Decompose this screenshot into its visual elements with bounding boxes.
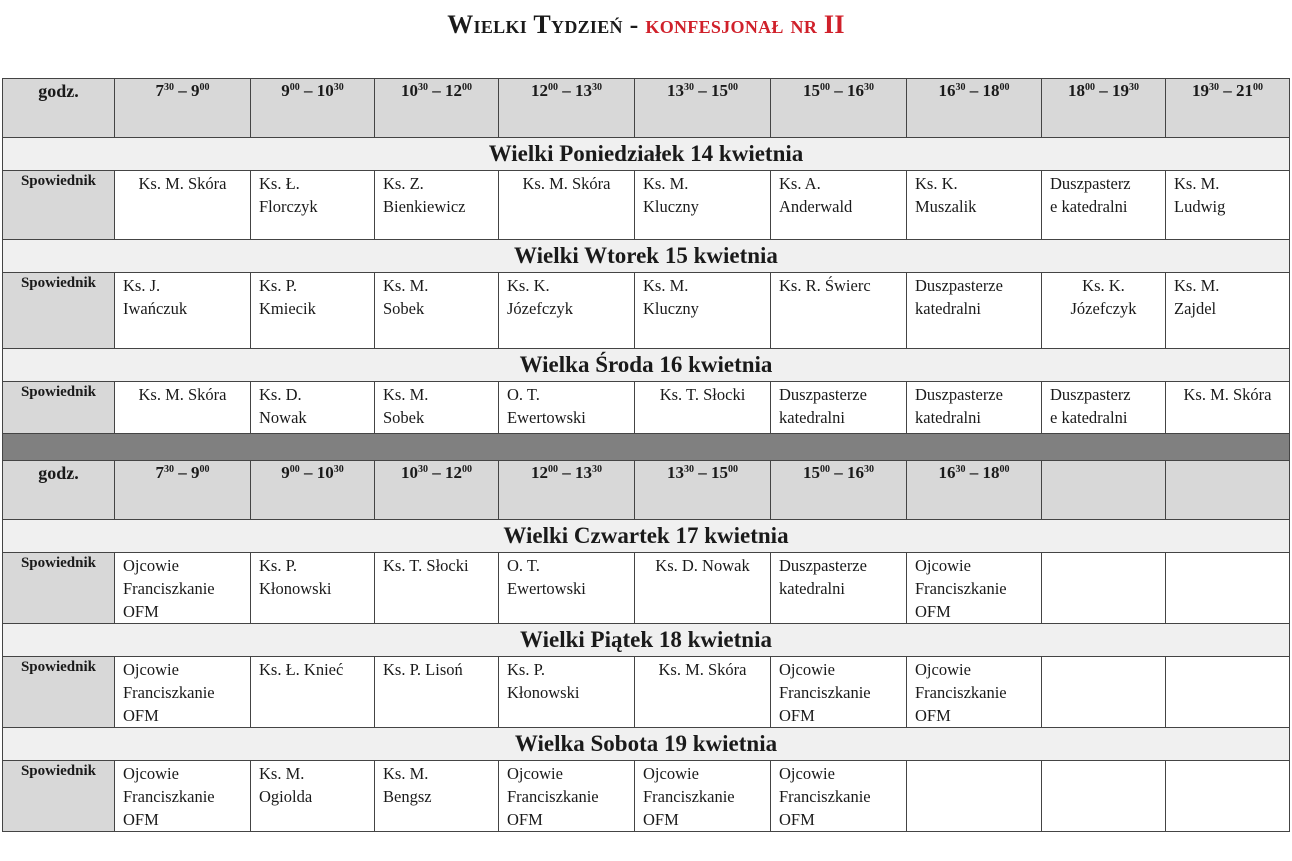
confessor-name-line: Duszpasterze — [779, 385, 867, 404]
confessor-cell — [499, 273, 635, 349]
confessor-cell — [1042, 657, 1166, 728]
day-title: Wielka Sobota 19 kwietnia — [3, 728, 1290, 761]
confessor-cell — [1166, 657, 1290, 728]
confessor-cell — [635, 171, 771, 240]
confessor-cell — [1042, 553, 1166, 624]
confessor-name-line: OFM — [123, 810, 159, 829]
confessor-name-line: katedralni — [915, 299, 981, 318]
slot-start-hour: 15 — [803, 463, 820, 482]
slot-end-hour: 13 — [575, 463, 592, 482]
time-slot-header — [115, 79, 251, 138]
slot-start-hour: 10 — [401, 81, 418, 100]
confessor-name-line: Ks. M. Skóra — [658, 660, 747, 679]
slot-dash: – — [834, 463, 843, 482]
confessor-name-line: Franciszkanie — [123, 787, 215, 806]
confessor-name-line: OFM — [507, 810, 543, 829]
confessor-cell — [1166, 761, 1290, 832]
slot-start-hour: 19 — [1192, 81, 1209, 100]
confessor-cell — [251, 657, 375, 728]
confessor-cell — [771, 657, 907, 728]
confessor-name-line: katedralni — [779, 579, 845, 598]
confessor-cell — [1042, 273, 1166, 349]
confessor-name-line: Ks. M. — [383, 385, 429, 404]
slot-end-hour: 15 — [711, 81, 728, 100]
title-main: Wielki Tydzień - — [447, 10, 646, 39]
time-slot-header — [907, 79, 1042, 138]
confessor-cell — [115, 171, 251, 240]
confessor-name-line: Franciszkanie — [915, 683, 1007, 702]
slot-start-min: 00 — [1085, 82, 1095, 93]
confessor-row — [3, 382, 1290, 434]
day-title-row — [3, 728, 1290, 761]
confessor-name-line: Bienkiewicz — [383, 197, 466, 216]
slot-start-min: 30 — [164, 82, 174, 93]
confessor-name-line: Ks. M. — [259, 764, 305, 783]
time-slot-header — [1042, 461, 1166, 520]
confessor-name-line: OFM — [123, 706, 159, 725]
confessor-name-line: Duszpasterze — [915, 276, 1003, 295]
slot-end-hour: 10 — [316, 463, 334, 482]
slot-end-min: 00 — [199, 82, 210, 93]
confessor-name-line: Iwańczuk — [123, 299, 188, 318]
confessor-name-line: Ojcowie — [123, 660, 179, 679]
slot-start-hour: 9 — [281, 463, 290, 482]
slot-dash: – — [432, 81, 441, 100]
confessor-name-line: Franciszkanie — [123, 579, 215, 598]
time-slot-header — [115, 461, 251, 520]
hours-label: godz. — [3, 461, 115, 520]
confessor-name-line: O. T. — [507, 385, 540, 404]
day-title-row — [3, 240, 1290, 273]
slot-dash: – — [698, 81, 707, 100]
slot-start-hour: 16 — [938, 463, 956, 482]
slot-end-min: 30 — [333, 464, 344, 475]
slot-end-min: 00 — [462, 82, 472, 93]
confessor-name-line: Kłonowski — [259, 579, 332, 598]
slot-start-min: 30 — [1209, 82, 1219, 93]
slot-start-hour: 15 — [803, 81, 820, 100]
confessor-name-line: Franciszkanie — [915, 579, 1007, 598]
hours-label: godz. — [3, 79, 115, 138]
confessor-cell — [1166, 273, 1290, 349]
slot-end-hour: 16 — [847, 81, 864, 100]
confessor-name-line: Ewertowski — [507, 579, 586, 598]
confessor-name-line: Ojcowie — [507, 764, 563, 783]
confessor-cell — [907, 553, 1042, 624]
slot-dash: – — [178, 463, 187, 482]
slot-start-min: 00 — [548, 82, 558, 93]
slot-end-hour: 19 — [1112, 81, 1129, 100]
confessor-cell — [635, 273, 771, 349]
confessor-row — [3, 273, 1290, 349]
confessor-name-line: Ks. K. — [915, 174, 958, 193]
slot-start-hour: 9 — [281, 81, 290, 100]
confessor-label: Spowiednik — [3, 553, 115, 624]
confessor-name-line: Ks. K. — [507, 276, 550, 295]
confessor-name-line: Ks. K. — [1082, 276, 1125, 295]
confessor-name-line: Duszpasterz — [1050, 174, 1131, 193]
title-accent: konfesjonał nr II — [645, 10, 845, 39]
confessor-cell — [907, 657, 1042, 728]
slot-dash: – — [1223, 81, 1232, 100]
day-title-row — [3, 138, 1290, 171]
confessor-name-line: Ks. Ł. — [259, 174, 300, 193]
slot-end-min: 30 — [592, 82, 602, 93]
confessor-name-line: e katedralni — [1050, 408, 1128, 427]
slot-start-hour: 7 — [155, 463, 164, 482]
confessor-row — [3, 761, 1290, 832]
confessor-name-line: OFM — [643, 810, 679, 829]
confessor-cell — [771, 171, 907, 240]
slot-start-min: 30 — [418, 464, 428, 475]
confessor-cell — [499, 553, 635, 624]
confessor-name-line: Zajdel — [1174, 299, 1217, 318]
confessor-name-line: Ks. M. — [1174, 174, 1220, 193]
time-slot-header — [1042, 79, 1166, 138]
confessor-name-line: Ks. M. — [643, 276, 689, 295]
slot-start-min: 30 — [684, 82, 694, 93]
day-title-row — [3, 520, 1290, 553]
confessor-name-line: Bengsz — [383, 787, 432, 806]
confessor-name-line: katedralni — [915, 408, 981, 427]
confessor-cell — [115, 553, 251, 624]
confessor-name-line: Muszalik — [915, 197, 977, 216]
confessor-name-line: Ewertowski — [507, 408, 586, 427]
confessor-cell — [907, 171, 1042, 240]
confessor-cell — [251, 171, 375, 240]
slot-dash: – — [304, 81, 313, 100]
slot-start-hour: 13 — [667, 463, 684, 482]
confessor-cell — [907, 273, 1042, 349]
confessor-name-line: Franciszkanie — [507, 787, 599, 806]
confessor-cell — [635, 657, 771, 728]
day-title: Wielka Środa 16 kwietnia — [3, 349, 1290, 382]
slot-end-hour: 13 — [575, 81, 592, 100]
time-slot-header — [375, 461, 499, 520]
slot-start-min: 00 — [289, 82, 300, 93]
confessor-cell — [1166, 382, 1290, 434]
confessor-name-line: Ks. P. — [259, 556, 298, 575]
time-slot-header — [771, 461, 907, 520]
confessor-name-line: Ogiolda — [259, 787, 313, 806]
confessor-cell — [115, 273, 251, 349]
slot-dash: – — [969, 463, 979, 482]
day-title-row — [3, 624, 1290, 657]
confessor-cell — [375, 761, 499, 832]
confessor-name-line: Ojcowie — [915, 556, 971, 575]
confessor-cell — [115, 382, 251, 434]
confessor-name-line: Ks. T. Słocki — [659, 385, 746, 404]
confessor-name-line: Ks. M. — [383, 764, 429, 783]
confessor-name-line: katedralni — [779, 408, 845, 427]
slot-dash: – — [834, 81, 843, 100]
slot-dash: – — [178, 81, 187, 100]
confessor-name-line: Kluczny — [643, 299, 699, 318]
confessor-name-line: Ks. Ł. Knieć — [259, 660, 344, 679]
slot-start-hour: 12 — [531, 463, 548, 482]
time-slot-header — [1166, 461, 1290, 520]
slot-start-hour: 10 — [401, 463, 418, 482]
confessor-cell — [771, 273, 907, 349]
slot-end-hour: 15 — [711, 463, 728, 482]
confessor-name-line: e katedralni — [1050, 197, 1128, 216]
confessor-name-line: Ks. P. — [507, 660, 546, 679]
page-title — [0, 10, 1292, 40]
confessor-name-line: OFM — [123, 602, 159, 621]
slot-start-min: 30 — [684, 464, 694, 475]
slot-dash: – — [698, 463, 707, 482]
confessor-cell — [771, 382, 907, 434]
confessor-name-line: Ks. D. — [259, 385, 302, 404]
confessor-name-line: Ks. M. Skóra — [138, 174, 227, 193]
confessor-name-line: Kmiecik — [259, 299, 316, 318]
confessor-name-line: Ks. M. Skóra — [138, 385, 227, 404]
confessor-name-line: Ks. A. — [779, 174, 821, 193]
slot-end-min: 00 — [199, 464, 210, 475]
confessor-name-line: Ojcowie — [643, 764, 699, 783]
confessor-cell — [375, 171, 499, 240]
slot-start-min: 30 — [418, 82, 428, 93]
slot-end-hour: 18 — [982, 463, 1000, 482]
confessor-name-line: OFM — [779, 706, 815, 725]
time-slot-header — [771, 79, 907, 138]
time-slot-header — [635, 79, 771, 138]
slot-dash: – — [562, 81, 571, 100]
slot-end-hour: 12 — [445, 81, 462, 100]
confessor-label: Spowiednik — [3, 273, 115, 349]
time-slot-header — [499, 461, 635, 520]
confessor-label: Spowiednik — [3, 171, 115, 240]
confessor-name-line: Ks. M. — [1174, 276, 1220, 295]
confessor-name-line: Franciszkanie — [123, 683, 215, 702]
time-slot-header — [499, 79, 635, 138]
confessor-name-line: Duszpasterz — [1050, 385, 1131, 404]
slot-end-min: 00 — [462, 464, 472, 475]
confessor-name-line: Ks. Z. — [383, 174, 424, 193]
slot-start-min: 30 — [164, 464, 174, 475]
confessor-cell — [771, 761, 907, 832]
section-separator — [3, 434, 1290, 461]
time-slot-header — [375, 79, 499, 138]
confessor-name-line: OFM — [915, 706, 951, 725]
slot-end-hour: 10 — [316, 81, 334, 100]
confessor-name-line: OFM — [779, 810, 815, 829]
confessor-name-line: Sobek — [383, 299, 425, 318]
slot-start-min: 00 — [820, 464, 830, 475]
confessor-cell — [635, 382, 771, 434]
confessor-name-line: Ojcowie — [779, 660, 835, 679]
slot-start-hour: 18 — [1068, 81, 1085, 100]
slot-start-hour: 13 — [667, 81, 684, 100]
confessor-label: Spowiednik — [3, 761, 115, 832]
slot-start-hour: 16 — [938, 81, 956, 100]
schedule-table — [2, 78, 1290, 832]
confessor-row — [3, 553, 1290, 624]
confessor-cell — [907, 761, 1042, 832]
confessor-name-line: Ks. D. Nowak — [655, 556, 750, 575]
slot-end-min: 30 — [333, 82, 344, 93]
slot-start-min: 00 — [289, 464, 300, 475]
slot-start-min: 30 — [955, 82, 966, 93]
confessor-name-line: Duszpasterze — [915, 385, 1003, 404]
slot-start-hour: 7 — [155, 81, 164, 100]
slot-dash: – — [432, 463, 441, 482]
time-header-row — [3, 79, 1290, 138]
confessor-cell — [375, 382, 499, 434]
confessor-name-line: Ks. T. Słocki — [383, 556, 469, 575]
day-title: Wielki Wtorek 15 kwietnia — [3, 240, 1290, 273]
separator-bar — [3, 434, 1290, 461]
confessor-cell — [499, 657, 635, 728]
slot-end-hour: 12 — [445, 463, 462, 482]
confessor-cell — [771, 553, 907, 624]
confessor-name-line: Ks. M. — [643, 174, 689, 193]
confessor-cell — [251, 273, 375, 349]
slot-end-min: 00 — [1253, 82, 1263, 93]
confessor-name-line: Florczyk — [259, 197, 318, 216]
confessor-name-line: Ojcowie — [123, 764, 179, 783]
slot-start-min: 00 — [548, 464, 558, 475]
time-slot-header — [251, 461, 375, 520]
confessor-cell — [1042, 382, 1166, 434]
confessor-cell — [1042, 171, 1166, 240]
confessor-cell — [375, 273, 499, 349]
confessor-cell — [499, 761, 635, 832]
confessor-cell — [1166, 553, 1290, 624]
confessor-name-line: OFM — [915, 602, 951, 621]
confessor-name-line: Nowak — [259, 408, 307, 427]
slot-start-min: 30 — [955, 464, 966, 475]
confessor-label: Spowiednik — [3, 657, 115, 728]
confessor-cell — [251, 553, 375, 624]
confessor-cell — [375, 657, 499, 728]
slot-end-hour: 9 — [191, 463, 200, 482]
confessor-name-line: Duszpasterze — [779, 556, 867, 575]
confessor-name-line: O. T. — [507, 556, 540, 575]
day-title: Wielki Piątek 18 kwietnia — [3, 624, 1290, 657]
slot-end-hour: 18 — [982, 81, 1000, 100]
confessor-name-line: Ks. R. Świerc — [779, 276, 871, 295]
confessor-cell — [1166, 171, 1290, 240]
confessor-name-line: Ks. M. Skóra — [1183, 385, 1272, 404]
slot-dash: – — [1099, 81, 1108, 100]
time-header-row — [3, 461, 1290, 520]
time-slot-header — [907, 461, 1042, 520]
confessor-name-line: Franciszkanie — [779, 683, 871, 702]
confessor-cell — [635, 553, 771, 624]
confessor-name-line: Józefczyk — [1070, 299, 1137, 318]
slot-end-hour: 21 — [1236, 81, 1253, 100]
slot-end-hour: 9 — [191, 81, 200, 100]
slot-end-min: 30 — [1129, 82, 1139, 93]
time-slot-header — [1166, 79, 1290, 138]
confessor-row — [3, 657, 1290, 728]
time-slot-header — [251, 79, 375, 138]
confessor-cell — [115, 657, 251, 728]
confessor-name-line: Ks. M. Skóra — [522, 174, 611, 193]
slot-end-min: 30 — [592, 464, 602, 475]
confessor-name-line: Ks. J. — [123, 276, 161, 295]
day-title: Wielki Czwartek 17 kwietnia — [3, 520, 1290, 553]
confessor-cell — [907, 382, 1042, 434]
slot-start-hour: 12 — [531, 81, 548, 100]
confessor-name-line: Ks. P. — [259, 276, 298, 295]
confessor-name-line: Ks. M. — [383, 276, 429, 295]
slot-end-min: 30 — [864, 82, 874, 93]
confessor-name-line: Józefczyk — [507, 299, 573, 318]
slot-end-min: 00 — [999, 82, 1010, 93]
confessor-label: Spowiednik — [3, 382, 115, 434]
confessor-cell — [1042, 761, 1166, 832]
confessor-name-line: Ludwig — [1174, 197, 1226, 216]
confessor-cell — [375, 553, 499, 624]
slot-end-min: 00 — [728, 464, 738, 475]
slot-end-min: 00 — [728, 82, 738, 93]
confessor-name-line: Ojcowie — [123, 556, 179, 575]
confessor-cell — [635, 761, 771, 832]
slot-end-min: 30 — [864, 464, 874, 475]
confessor-cell — [251, 761, 375, 832]
slot-end-min: 00 — [999, 464, 1010, 475]
confessor-cell — [251, 382, 375, 434]
confessor-name-line: Franciszkanie — [643, 787, 735, 806]
confessor-name-line: Ojcowie — [915, 660, 971, 679]
day-title-row — [3, 349, 1290, 382]
slot-end-hour: 16 — [847, 463, 864, 482]
time-slot-header — [635, 461, 771, 520]
confessor-name-line: Kluczny — [643, 197, 699, 216]
slot-dash: – — [304, 463, 313, 482]
day-title: Wielki Poniedziałek 14 kwietnia — [3, 138, 1290, 171]
slot-dash: – — [969, 81, 979, 100]
confessor-name-line: Sobek — [383, 408, 425, 427]
confessor-name-line: Kłonowski — [507, 683, 580, 702]
confessor-row — [3, 171, 1290, 240]
confessor-name-line: Ojcowie — [779, 764, 835, 783]
confessor-name-line: Anderwald — [779, 197, 853, 216]
slot-dash: – — [562, 463, 571, 482]
confessor-cell — [499, 171, 635, 240]
confessor-cell — [115, 761, 251, 832]
slot-start-min: 00 — [820, 82, 830, 93]
confessor-cell — [499, 382, 635, 434]
confessor-name-line: Franciszkanie — [779, 787, 871, 806]
confessor-name-line: Ks. P. Lisoń — [383, 660, 463, 679]
